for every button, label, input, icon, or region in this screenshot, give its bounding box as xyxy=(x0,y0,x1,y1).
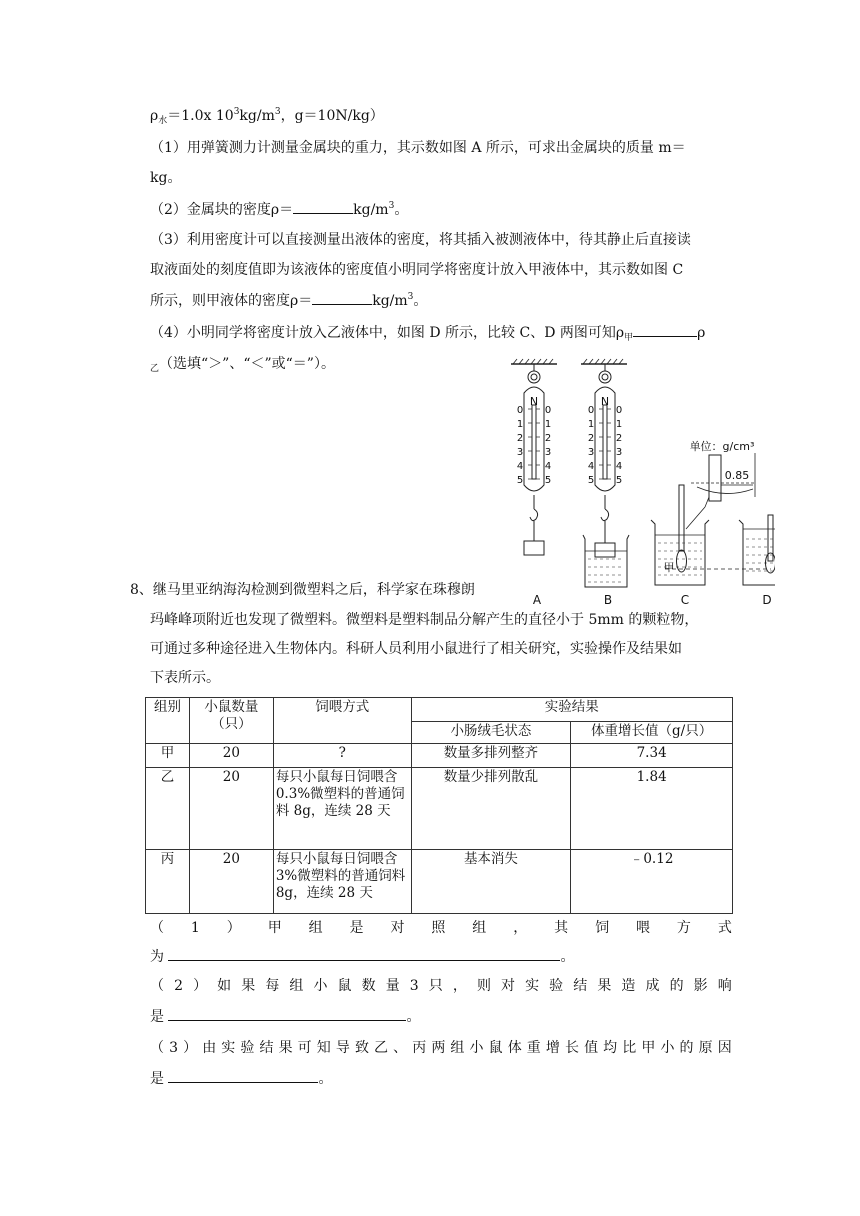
spaced-char: 重 xyxy=(526,1040,541,1056)
tick-label: 1 xyxy=(587,419,595,430)
tick-label: 2 xyxy=(544,433,552,444)
q7-part3-line3: 所示，则甲液体的密度$\rho= kg/m^3$。 xyxy=(150,292,428,309)
spaced-char: 原 xyxy=(698,1040,713,1056)
spaced-char: 饲 xyxy=(595,920,610,936)
spaced-char: 、 xyxy=(393,1040,408,1056)
spaced-char: 3 xyxy=(409,978,419,994)
spaced-char: 致 xyxy=(354,1040,369,1056)
spaced-char: 小 xyxy=(313,978,328,994)
header-group: 组别 xyxy=(146,698,190,744)
spaced-char: 响 xyxy=(717,978,732,994)
spaced-char: 造 xyxy=(621,978,636,994)
spaced-char: 则 xyxy=(476,978,491,994)
table-row xyxy=(146,850,733,914)
table-row xyxy=(146,744,733,768)
spaced-char: 果 xyxy=(278,1040,293,1056)
spaced-char: 由 xyxy=(202,1040,217,1056)
panel-label-a: A xyxy=(532,593,542,607)
beaker-d xyxy=(739,515,775,585)
q8-sub2-line1 xyxy=(150,976,732,996)
spring-balance-b xyxy=(581,359,629,587)
cell-weight: ﹣0.12 xyxy=(571,850,733,914)
spaced-char: 小 xyxy=(660,1040,675,1056)
answer-blank[interactable] xyxy=(312,290,372,305)
spaced-char: 知 xyxy=(316,1040,331,1056)
spaced-char: 只 xyxy=(428,978,443,994)
spaced-char: ） xyxy=(193,978,208,994)
q8-sub3-line1 xyxy=(150,1038,732,1058)
spaced-char: 导 xyxy=(335,1040,350,1056)
panel-label-c: C xyxy=(680,593,690,607)
tick-label: 1 xyxy=(615,419,623,430)
spaced-char: ） xyxy=(226,920,241,936)
spaced-char: 组 xyxy=(289,978,304,994)
q8-sub3-line2: 是 。 xyxy=(150,1068,332,1089)
q8-intro-line1: 8、继马里亚纳海沟检测到微塑料之后，科学家在珠穆朗 xyxy=(130,582,475,598)
spaced-char: 丙 xyxy=(412,1040,427,1056)
tick-label: 2 xyxy=(516,433,524,444)
header-result: 实验结果 xyxy=(411,698,732,722)
spaced-char: 体 xyxy=(507,1040,522,1056)
spaced-char: 乙 xyxy=(374,1040,389,1056)
spaced-char: （ xyxy=(150,978,164,994)
panel-label-d: D xyxy=(762,593,772,607)
q8-sub1-line2: 为 。 xyxy=(150,946,574,967)
cell-feed: 每只小鼠每日饲喂含 3%微塑料的普通饲料 8g，连续 28 天 xyxy=(273,850,411,914)
cell-group: 甲 xyxy=(146,744,190,768)
tick-label: 5 xyxy=(544,475,552,486)
header-feed: 饲喂方式 xyxy=(273,698,411,744)
table-row xyxy=(146,768,733,850)
q8-sub2-line2: 是 。 xyxy=(150,1006,420,1027)
q7-part4-line2: $_乙$（选填“＞”、“＜”或“＝”）。 xyxy=(150,356,335,374)
spaced-char: 比 xyxy=(622,1040,637,1056)
tick-label: 4 xyxy=(615,461,623,472)
scale-letter-a: N xyxy=(529,395,539,408)
spaced-char: （ xyxy=(150,920,164,936)
spaced-char: 果 xyxy=(597,978,612,994)
header-count: 小鼠数量（只） xyxy=(189,698,273,744)
cell-villi: 基本消失 xyxy=(411,850,571,914)
spaced-char: 喂 xyxy=(635,920,650,936)
tick-label: 4 xyxy=(544,461,552,472)
spaced-char: 组 xyxy=(472,920,487,936)
given-constants: $\rho_水=1.0x$ $10^3kg/m^3$，g＝10N/kg） xyxy=(150,107,384,126)
spaced-char: ， xyxy=(513,920,528,936)
spaced-char: ， xyxy=(452,978,467,994)
q7-part3-line1: （3）利用密度计可以直接测量出液体的密度，将其插入被测液体中，待其静止后直接读 xyxy=(150,232,691,248)
tick-label: 0 xyxy=(516,405,524,416)
q8-sub1-line1 xyxy=(150,918,732,938)
panel-label-b: B xyxy=(603,593,613,607)
spaced-char: 其 xyxy=(554,920,569,936)
cell-count: 20 xyxy=(189,768,273,850)
results-table xyxy=(145,697,733,914)
header-villi: 小肠绒毛状态 xyxy=(411,722,571,744)
spaced-char: 对 xyxy=(501,978,516,994)
tick-label: 1 xyxy=(544,419,552,430)
tick-label: 3 xyxy=(587,447,595,458)
spaced-char: ） xyxy=(183,1040,198,1056)
q7-part3-line2: 取液面处的刻度值即为该液体的密度值小明同学将密度计放入甲液体中，其示数如图 C xyxy=(150,262,684,278)
spaced-char: 鼠 xyxy=(488,1040,503,1056)
spaced-char: 组 xyxy=(308,920,323,936)
tick-label: 3 xyxy=(615,447,623,458)
tick-label: 3 xyxy=(516,447,524,458)
spaced-char: 组 xyxy=(450,1040,465,1056)
spaced-char: 小 xyxy=(469,1040,484,1056)
tick-label: 0 xyxy=(615,405,623,416)
spaced-char: 长 xyxy=(564,1040,579,1056)
answer-blank[interactable] xyxy=(633,322,697,337)
cell-count: 20 xyxy=(189,850,273,914)
spaced-char: 2 xyxy=(174,978,183,994)
tick-label: 5 xyxy=(587,475,595,486)
q7-part4-line1: （4）小明同学将密度计放入乙液体中，如图 D 所示，比较 C、D 两图可知$\rho_甲$ ρ xyxy=(150,322,705,343)
spaced-char: 验 xyxy=(549,978,564,994)
tick-label: 0 xyxy=(587,405,595,416)
q8-intro-line3: 可通过多种途径进入生物体内。科研人员利用小鼠进行了相关研究，实验操作及结果如 xyxy=(150,641,682,657)
header-weight: 体重增长值（g/只） xyxy=(571,722,733,744)
cell-weight: 7.34 xyxy=(571,744,733,768)
apparatus-figure xyxy=(505,357,775,609)
spaced-char: 结 xyxy=(573,978,588,994)
spaced-char: 每 xyxy=(265,978,280,994)
spaced-char: 数 xyxy=(361,978,376,994)
q7-part2: （2）金属块的密度$\rho= kg/m^3$。 xyxy=(150,201,409,218)
answer-blank[interactable] xyxy=(168,1006,406,1021)
spaced-char: 验 xyxy=(240,1040,255,1056)
q7-part1-line1: （1）用弹簧测力计测量金属块的重力，其示数如图 A 所示，可求出金属块的质量 m＝ xyxy=(150,140,686,156)
spaced-char: 甲 xyxy=(267,920,282,936)
answer-blank[interactable] xyxy=(168,946,560,961)
spaced-char: 值 xyxy=(584,1040,599,1056)
cell-feed: ? xyxy=(273,744,411,768)
spaced-char: 果 xyxy=(241,978,256,994)
spaced-char: 鼠 xyxy=(337,978,352,994)
tick-label: 5 xyxy=(516,475,524,486)
tick-label: 2 xyxy=(587,433,595,444)
tick-label: 4 xyxy=(587,461,595,472)
cell-group: 乙 xyxy=(146,768,190,850)
spaced-char: 可 xyxy=(297,1040,312,1056)
tick-label: 0 xyxy=(544,405,552,416)
spaced-char: 对 xyxy=(390,920,405,936)
cell-weight: 1.84 xyxy=(571,768,733,850)
scale-letter-b: N xyxy=(600,395,610,408)
spaced-char: 是 xyxy=(349,920,364,936)
spaced-char: 影 xyxy=(693,978,708,994)
cell-villi: 数量多排列整齐 xyxy=(411,744,571,768)
beaker-c xyxy=(651,485,709,585)
unit-label: 单位：g/cm³ xyxy=(689,440,755,453)
spaced-char: 成 xyxy=(645,978,660,994)
cell-villi: 数量少排列散乱 xyxy=(411,768,571,850)
spaced-char: 增 xyxy=(545,1040,560,1056)
spaced-char: 均 xyxy=(603,1040,618,1056)
cell-count: 20 xyxy=(189,744,273,768)
spaced-char: 结 xyxy=(259,1040,274,1056)
cell-group: 丙 xyxy=(146,850,190,914)
spaced-char: 量 xyxy=(385,978,400,994)
spaced-char: 的 xyxy=(679,1040,694,1056)
reading-label: 0.85 xyxy=(724,469,750,482)
spaced-char: 两 xyxy=(431,1040,446,1056)
spaced-char: 3 xyxy=(169,1040,179,1056)
tick-label: 1 xyxy=(516,419,524,430)
q7-part1-line2: kg。 xyxy=(150,170,182,186)
tick-label: 3 xyxy=(544,447,552,458)
spaced-char: 因 xyxy=(717,1040,732,1056)
spaced-char: 照 xyxy=(431,920,446,936)
answer-blank[interactable] xyxy=(168,1068,318,1083)
spaced-char: 方 xyxy=(676,920,691,936)
answer-blank[interactable] xyxy=(293,199,353,214)
q8-intro-line4: 下表所示。 xyxy=(150,670,220,686)
spaced-char: （ xyxy=(150,1040,164,1056)
liquid-label: 甲 xyxy=(663,561,675,574)
spaced-char: 式 xyxy=(717,920,732,936)
q8-intro-line2: 玛峰峰项附近也发现了微塑料。微塑料是塑料制品分解产生的直径小于 5mm 的颗粒物， xyxy=(150,612,699,628)
spaced-char: 1 xyxy=(190,920,200,936)
tick-label: 2 xyxy=(615,433,623,444)
tick-label: 4 xyxy=(516,461,524,472)
spaced-char: 实 xyxy=(525,978,540,994)
spaced-char: 甲 xyxy=(641,1040,656,1056)
tick-label: 5 xyxy=(615,475,623,486)
cell-feed: 每只小鼠每日饲喂含 0.3%微塑料的普通饲料 8g，连续 28 天 xyxy=(273,768,411,850)
spaced-char: 如 xyxy=(217,978,232,994)
spaced-char: 实 xyxy=(221,1040,236,1056)
spaced-char: 的 xyxy=(669,978,684,994)
